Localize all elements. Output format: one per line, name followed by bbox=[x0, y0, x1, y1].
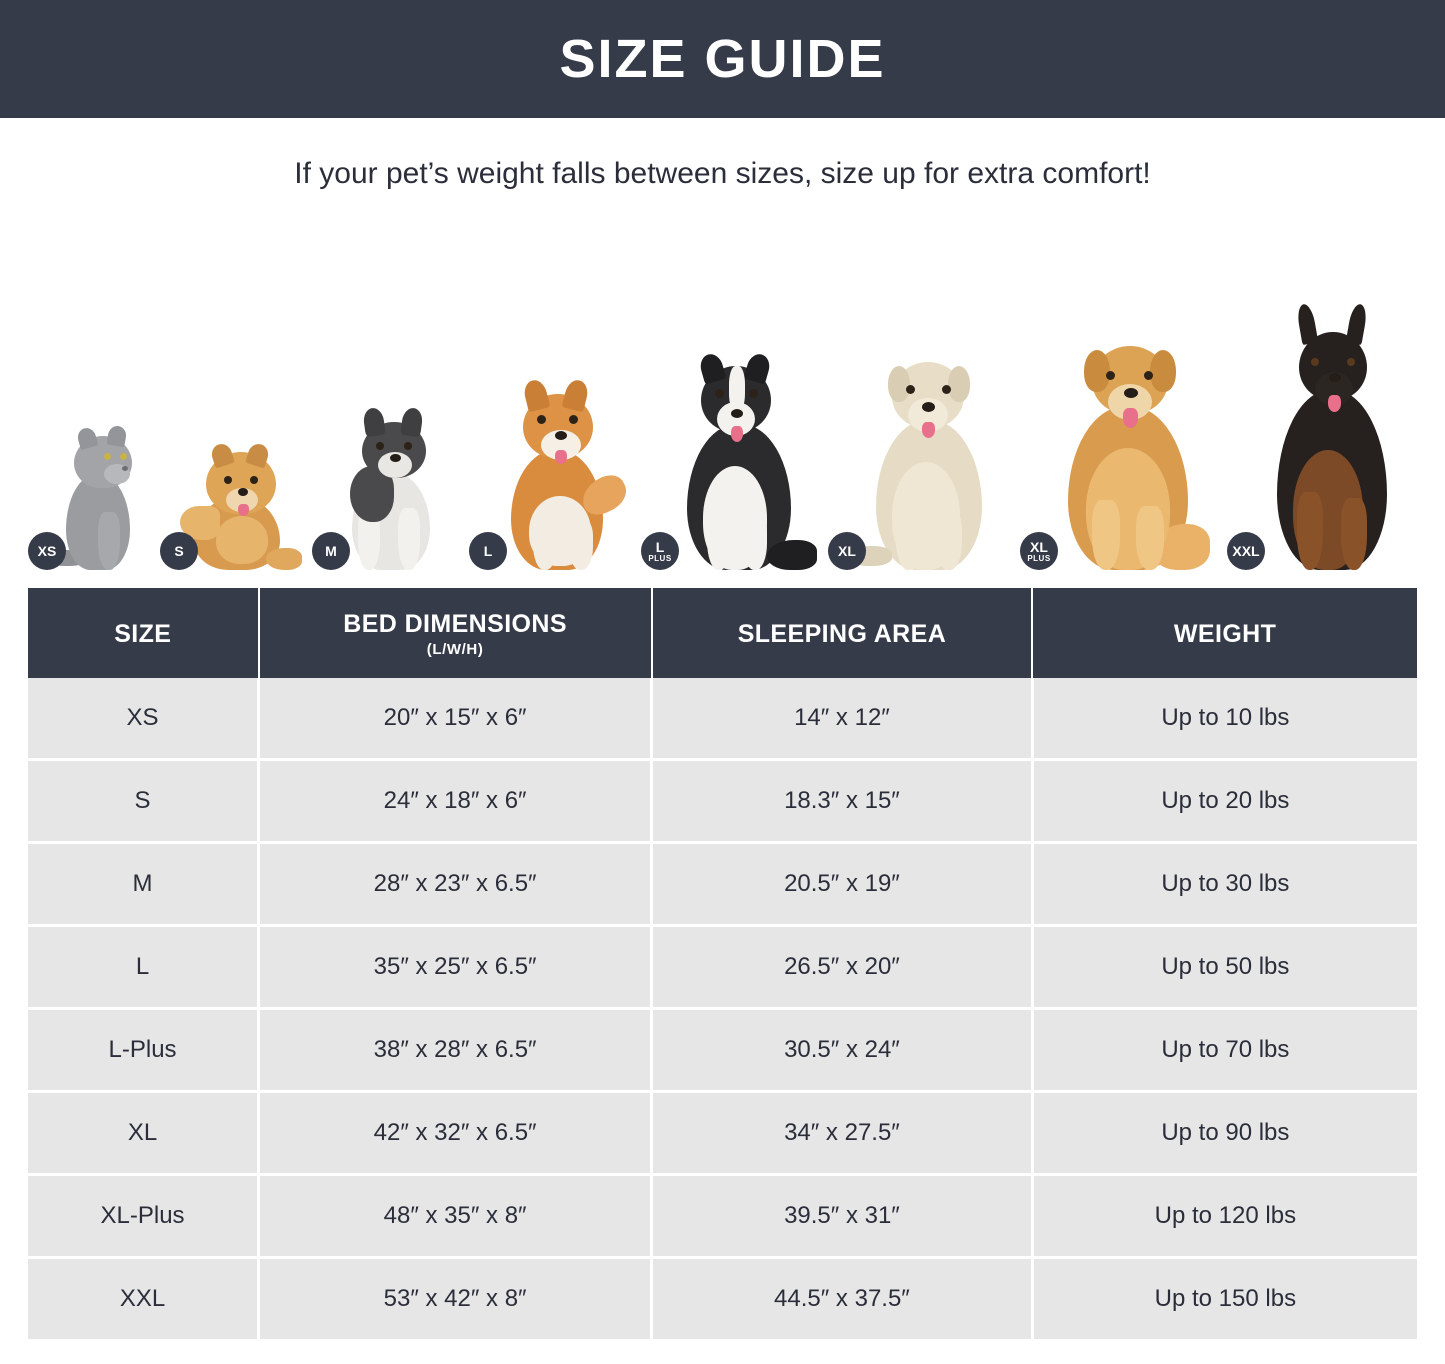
pet-figure-xs bbox=[28, 405, 148, 570]
size-badge-sublabel: PLUS bbox=[1027, 553, 1051, 563]
cell-sleeping-area: 39.5″ x 31″ bbox=[652, 1175, 1033, 1258]
size-badge-l bbox=[469, 532, 507, 570]
cell-size: M bbox=[28, 843, 259, 926]
cell-sleeping-area: 34″ x 27.5″ bbox=[652, 1092, 1033, 1175]
cell-sleeping-area: 30.5″ x 24″ bbox=[652, 1009, 1033, 1092]
size-badge-l-plus bbox=[641, 532, 679, 570]
cell-size: XXL bbox=[28, 1258, 259, 1340]
labrador-illustration bbox=[846, 312, 1008, 570]
subtitle-area bbox=[0, 118, 1445, 230]
cell-sleeping-area: 14″ x 12″ bbox=[652, 678, 1033, 760]
border-collie-illustration bbox=[659, 318, 816, 570]
size-badge-xs bbox=[28, 532, 66, 570]
column-header-weight-label: WEIGHT bbox=[1173, 619, 1277, 648]
cell-weight: Up to 50 lbs bbox=[1032, 926, 1417, 1009]
cell-dimensions: 35″ x 25″ x 6.5″ bbox=[259, 926, 652, 1009]
size-badge-xxl bbox=[1227, 532, 1265, 570]
table-header bbox=[28, 588, 1417, 678]
cell-dimensions: 20″ x 15″ x 6″ bbox=[259, 678, 652, 760]
column-header-weight bbox=[1032, 588, 1417, 678]
size-chart-table-wrapper bbox=[28, 588, 1417, 1339]
table-row bbox=[28, 678, 1417, 760]
cell-weight: Up to 10 lbs bbox=[1032, 678, 1417, 760]
pet-figure-l bbox=[469, 340, 629, 570]
cell-size: XL-Plus bbox=[28, 1175, 259, 1258]
table-row bbox=[28, 760, 1417, 843]
pet-figure-s bbox=[160, 395, 300, 570]
column-header-bed-dimensions bbox=[259, 588, 652, 678]
cell-dimensions: 42″ x 32″ x 6.5″ bbox=[259, 1092, 652, 1175]
size-badge-label: M bbox=[325, 543, 337, 559]
cell-size: L bbox=[28, 926, 259, 1009]
pet-figure-l-plus bbox=[641, 310, 816, 570]
cell-weight: Up to 20 lbs bbox=[1032, 760, 1417, 843]
size-badge-label: XL bbox=[1030, 538, 1048, 555]
pet-size-illustrations bbox=[28, 240, 1417, 570]
size-badge-label: XL bbox=[838, 543, 856, 559]
table-row bbox=[28, 1258, 1417, 1340]
table-body bbox=[28, 678, 1417, 1339]
size-badge-label: XXL bbox=[1232, 543, 1260, 559]
pet-figure-m bbox=[312, 375, 457, 570]
cell-sleeping-area: 26.5″ x 20″ bbox=[652, 926, 1033, 1009]
size-chart-table bbox=[28, 588, 1417, 1339]
column-header-sleeping-area-label: SLEEPING AREA bbox=[737, 619, 947, 648]
cell-weight: Up to 70 lbs bbox=[1032, 1009, 1417, 1092]
size-badge-s bbox=[160, 532, 198, 570]
cell-size: L-Plus bbox=[28, 1009, 259, 1092]
cell-size: XS bbox=[28, 678, 259, 760]
size-badge-label: L bbox=[655, 538, 665, 555]
subtitle-text: If your pet’s weight falls between sizes, size up for extra comfort! bbox=[294, 157, 1151, 190]
cell-weight: Up to 120 lbs bbox=[1032, 1175, 1417, 1258]
size-badge-m bbox=[312, 532, 350, 570]
cell-weight: Up to 30 lbs bbox=[1032, 843, 1417, 926]
cell-sleeping-area: 44.5″ x 37.5″ bbox=[652, 1258, 1033, 1340]
cell-dimensions: 48″ x 35″ x 8″ bbox=[259, 1175, 652, 1258]
golden-retriever-illustration bbox=[1040, 292, 1215, 570]
doberman-illustration bbox=[1249, 278, 1417, 570]
table-row bbox=[28, 1009, 1417, 1092]
table-row bbox=[28, 926, 1417, 1009]
cell-dimensions: 28″ x 23″ x 6.5″ bbox=[259, 843, 652, 926]
shiba-inu-illustration bbox=[485, 348, 629, 570]
page-title: SIZE GUIDE bbox=[559, 29, 886, 89]
size-badge-label: XS bbox=[37, 543, 57, 559]
size-badge-label: S bbox=[174, 543, 184, 559]
cell-weight: Up to 90 lbs bbox=[1032, 1092, 1417, 1175]
column-header-bed-dimensions-label: BED DIMENSIONS bbox=[343, 610, 567, 638]
table-row bbox=[28, 1092, 1417, 1175]
cell-sleeping-area: 18.3″ x 15″ bbox=[652, 760, 1033, 843]
size-badge-sublabel: PLUS bbox=[648, 553, 672, 563]
table-row bbox=[28, 843, 1417, 926]
cell-dimensions: 24″ x 18″ x 6″ bbox=[259, 760, 652, 843]
table-header-row bbox=[28, 588, 1417, 678]
cell-dimensions: 53″ x 42″ x 8″ bbox=[259, 1258, 652, 1340]
page-header bbox=[0, 0, 1445, 118]
cell-sleeping-area: 20.5″ x 19″ bbox=[652, 843, 1033, 926]
cell-size: S bbox=[28, 760, 259, 843]
column-header-sleeping-area bbox=[652, 588, 1033, 678]
pet-figure-xl bbox=[828, 305, 1008, 570]
size-badge-xl bbox=[828, 532, 866, 570]
cell-dimensions: 38″ x 28″ x 6.5″ bbox=[259, 1009, 652, 1092]
cell-size: XL bbox=[28, 1092, 259, 1175]
pet-figure-xl-plus bbox=[1020, 285, 1215, 570]
table-row bbox=[28, 1175, 1417, 1258]
size-badge-label: L bbox=[483, 543, 493, 559]
cell-weight: Up to 150 lbs bbox=[1032, 1258, 1417, 1340]
pet-figure-xxl bbox=[1227, 270, 1417, 570]
size-badge-xl-plus bbox=[1020, 532, 1058, 570]
column-header-bed-dimensions-sublabel: (L/W/H) bbox=[426, 641, 484, 658]
column-header-size-label: SIZE bbox=[114, 619, 172, 648]
column-header-size bbox=[28, 588, 259, 678]
